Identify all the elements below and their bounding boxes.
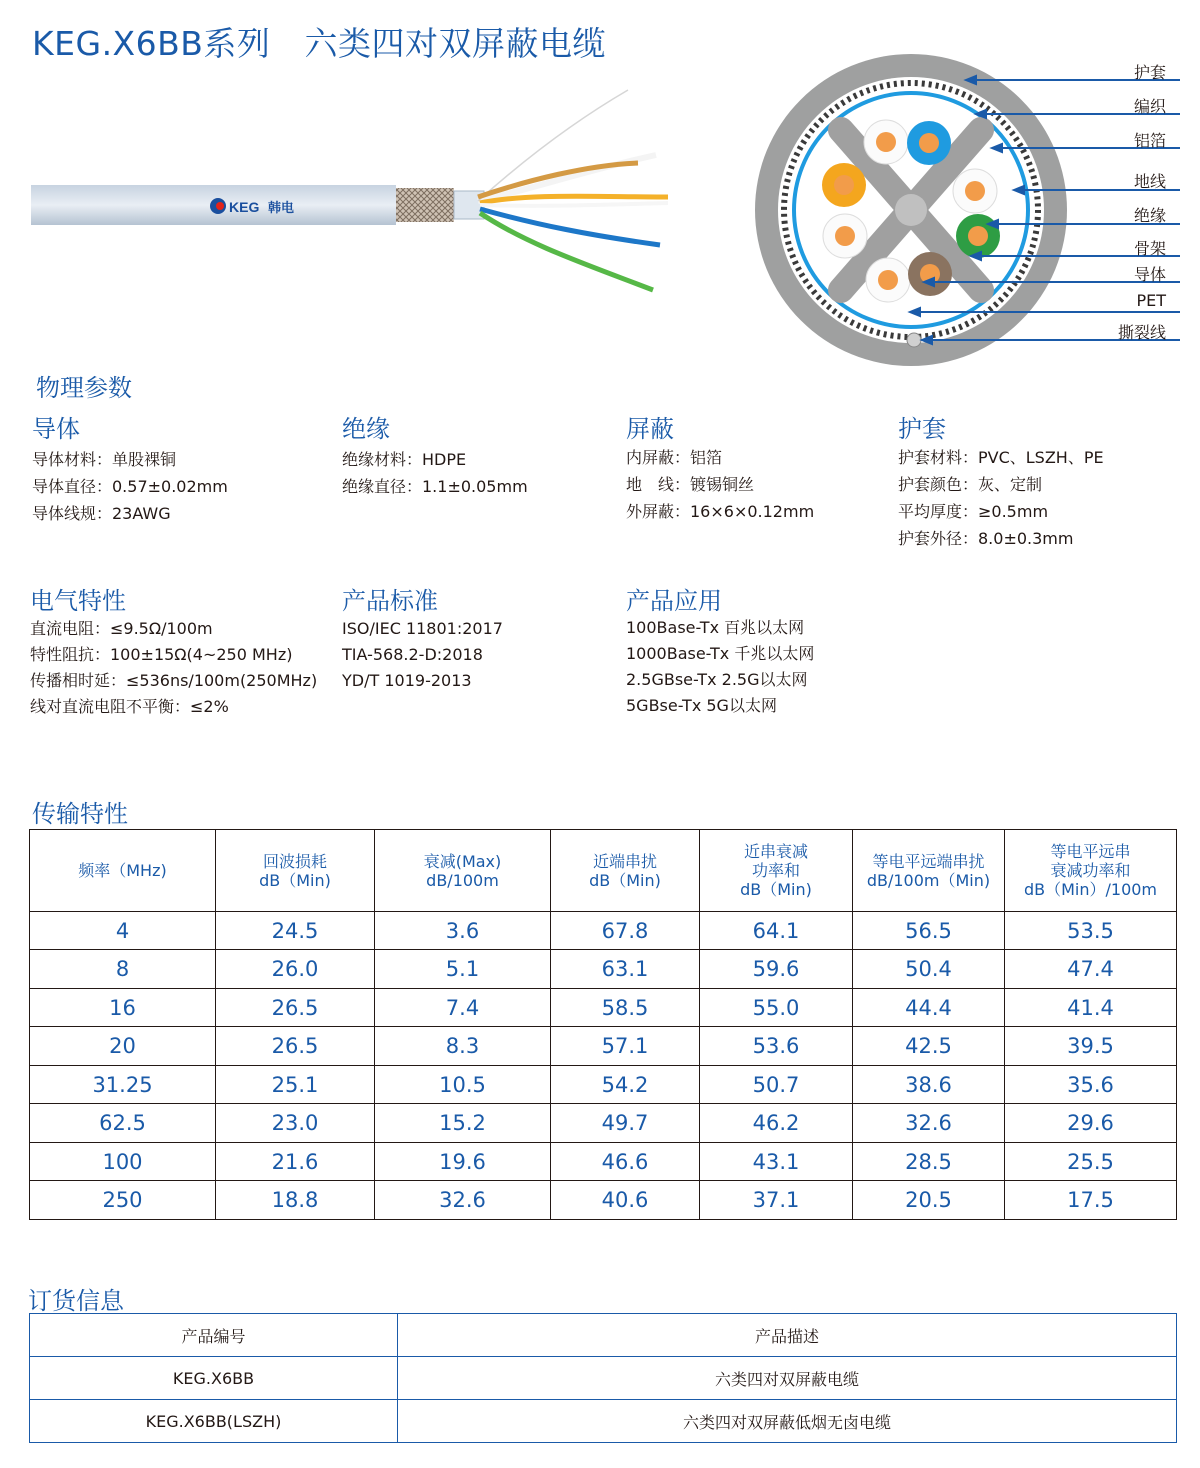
table-row xyxy=(30,950,1177,989)
table-cell: 20.5 xyxy=(853,1181,1005,1220)
ordering-table xyxy=(29,1313,1177,1443)
spec-line: 绝缘直径：1.1±0.05mm xyxy=(342,477,528,496)
table-row xyxy=(30,1027,1177,1066)
table-cell: 8.3 xyxy=(375,1027,551,1066)
application-item: 100Base-Tx 百兆以太网 xyxy=(626,618,805,637)
table-cell: 24.5 xyxy=(216,912,375,950)
column-header xyxy=(1005,830,1177,912)
table-cell: 38.6 xyxy=(853,1066,1005,1104)
transmission-body xyxy=(30,912,1177,1220)
spec-line: 地 线：镀锡铜丝 xyxy=(626,475,755,494)
conductor-title: 导体 xyxy=(32,415,80,443)
jacket-title: 护套 xyxy=(898,415,946,443)
ordering-column-header: 产品编号 xyxy=(30,1314,398,1357)
table-cell: 57.1 xyxy=(551,1027,700,1066)
ordering-column-header: 产品描述 xyxy=(398,1314,1177,1357)
spec-line: 导体线规：23AWG xyxy=(32,504,171,523)
spec-line: 护套颜色：灰、定制 xyxy=(898,475,1043,494)
table-cell: 28.5 xyxy=(853,1143,1005,1181)
table-cell: 55.0 xyxy=(700,989,853,1027)
ordering-heading: 订货信息 xyxy=(28,1287,124,1315)
label-conductor: 导体 xyxy=(1133,265,1166,284)
cable-braid xyxy=(396,188,454,222)
spec-line: 护套材料：PVC、LSZH、PE xyxy=(898,448,1104,467)
column-header-line: 回波损耗 xyxy=(262,851,327,871)
header-row xyxy=(30,830,1177,912)
column-header-line: dB（Min) xyxy=(589,870,661,890)
page-title xyxy=(32,18,606,65)
label-foil: 铝箔 xyxy=(1133,131,1166,150)
column-header-line: 近串衰减 xyxy=(743,842,808,861)
ordering-cell: 六类四对双屏蔽低烟无卤电缆 xyxy=(398,1400,1177,1443)
series-name: KEG.X6BB系列 xyxy=(32,24,271,63)
shield-specs xyxy=(626,444,814,525)
table-cell: 31.25 xyxy=(30,1066,216,1104)
table-row xyxy=(30,1104,1177,1143)
column-header xyxy=(700,830,853,912)
insulation-specs xyxy=(342,446,528,500)
spec-line: 线对直流电阻不平衡：≤2% xyxy=(30,697,229,716)
table-cell: 58.5 xyxy=(551,989,700,1027)
table-cell: 49.7 xyxy=(551,1104,700,1143)
column-header xyxy=(30,830,216,912)
insulation-title: 绝缘 xyxy=(342,415,390,443)
spec-line: 护套外径：8.0±0.3mm xyxy=(898,529,1074,548)
table-cell: 44.4 xyxy=(853,989,1005,1027)
column-header-line: 等电平远端串扰 xyxy=(872,851,985,871)
column-header xyxy=(551,830,700,912)
table-row xyxy=(30,1181,1177,1220)
table-cell: 46.2 xyxy=(700,1104,853,1143)
table-cell: 23.0 xyxy=(216,1104,375,1143)
transmission-heading: 传输特性 xyxy=(32,800,128,828)
ordering-cell: KEG.X6BB xyxy=(30,1357,398,1400)
standard-item: ISO/IEC 11801:2017 xyxy=(342,619,503,638)
application-item: 2.5GBse-Tx 2.5G以太网 xyxy=(626,670,808,689)
column-header-line: 频率（MHz) xyxy=(78,861,167,880)
column-header-line: dB/100m（Min) xyxy=(866,870,991,890)
table-cell: 10.5 xyxy=(375,1066,551,1104)
table-cell: 41.4 xyxy=(1005,989,1177,1027)
series-subtitle: 六类四对双屏蔽电缆 xyxy=(304,24,606,63)
table-cell: 21.6 xyxy=(216,1143,375,1181)
table-cell: 3.6 xyxy=(375,912,551,950)
shield-title: 屏蔽 xyxy=(626,415,674,443)
column-header xyxy=(216,830,375,912)
pair-green xyxy=(480,213,653,290)
table-cell: 42.5 xyxy=(853,1027,1005,1066)
table-cell: 250 xyxy=(30,1181,216,1220)
label-separator: 骨架 xyxy=(1133,239,1166,258)
table-cell: 26.5 xyxy=(216,989,375,1027)
electrical-specs xyxy=(30,616,317,720)
spec-line: 绝缘材料：HDPE xyxy=(342,450,467,469)
table-cell: 18.8 xyxy=(216,1181,375,1220)
column-header-line: dB（Min) xyxy=(259,870,331,890)
ordering-body xyxy=(30,1314,1177,1443)
table-row xyxy=(30,912,1177,950)
spec-line: 传播相时延：≤536ns/100m(250MHz) xyxy=(30,671,318,690)
spec-line: 导体材料：单股裸铜 xyxy=(32,450,177,469)
table-cell: 50.7 xyxy=(700,1066,853,1104)
table-cell: 29.6 xyxy=(1005,1104,1177,1143)
column-header-line: 等电平远串 xyxy=(1050,842,1131,861)
column-header xyxy=(853,830,1005,912)
brand-cn: 韩电 xyxy=(268,201,295,216)
spec-line: 导体直径：0.57±0.02mm xyxy=(32,477,228,496)
table-cell: 100 xyxy=(30,1143,216,1181)
transmission-table xyxy=(29,829,1177,1220)
column-header-line: 功率和 xyxy=(751,861,800,880)
table-cell: 64.1 xyxy=(700,912,853,950)
column-header-line: 衰减(Max) xyxy=(423,851,502,871)
ordering-cell: 六类四对双屏蔽电缆 xyxy=(398,1357,1177,1400)
column-header-line: 衰减功率和 xyxy=(1050,861,1131,880)
table-cell: 5.1 xyxy=(375,950,551,989)
standards-list xyxy=(342,616,503,694)
column-header-line: dB（Min) xyxy=(740,880,812,899)
label-ripcord: 撕裂线 xyxy=(1117,323,1166,342)
spec-line: 内屏蔽：铝箔 xyxy=(626,448,723,467)
table-cell: 20 xyxy=(30,1027,216,1066)
standards-title: 产品标准 xyxy=(342,587,438,615)
jacket-specs xyxy=(898,444,1104,552)
column-header xyxy=(375,830,551,912)
table-cell: 63.1 xyxy=(551,950,700,989)
table-cell: 32.6 xyxy=(853,1104,1005,1143)
label-insulation: 绝缘 xyxy=(1133,206,1166,225)
applications-list xyxy=(626,615,814,719)
table-cell: 15.2 xyxy=(375,1104,551,1143)
table-cell: 26.0 xyxy=(216,950,375,989)
table-cell: 32.6 xyxy=(375,1181,551,1220)
table-cell: 16 xyxy=(30,989,216,1027)
table-cell: 17.5 xyxy=(1005,1181,1177,1220)
table-cell: 39.5 xyxy=(1005,1027,1177,1066)
label-drain-wire: 地线 xyxy=(1133,172,1166,191)
column-header-line: dB/100m xyxy=(426,870,499,890)
standard-item: TIA-568.2-D:2018 xyxy=(342,645,483,664)
table-cell: 46.6 xyxy=(551,1143,700,1181)
electrical-title: 电气特性 xyxy=(30,587,126,615)
label-jacket: 护套 xyxy=(1133,63,1166,82)
ordering-cell: KEG.X6BB(LSZH) xyxy=(30,1400,398,1443)
physical-heading: 物理参数 xyxy=(36,374,132,402)
cable-image xyxy=(28,85,668,310)
spec-line: 直流电阻：≤9.5Ω/100m xyxy=(30,619,213,638)
table-cell: 67.8 xyxy=(551,912,700,950)
spec-line: 特性阻抗：100±15Ω(4~250 MHz) xyxy=(30,645,293,664)
table-cell: 59.6 xyxy=(700,950,853,989)
table-cell: 47.4 xyxy=(1005,950,1177,989)
standard-item: YD/T 1019-2013 xyxy=(342,671,472,690)
table-cell: 50.4 xyxy=(853,950,1005,989)
ordering-row xyxy=(30,1357,1177,1400)
table-row xyxy=(30,1066,1177,1104)
ordering-row xyxy=(30,1400,1177,1443)
label-braid: 编织 xyxy=(1133,97,1166,116)
brand-logo: KEG xyxy=(229,199,260,215)
table-cell: 56.5 xyxy=(853,912,1005,950)
table-cell: 19.6 xyxy=(375,1143,551,1181)
table-cell: 54.2 xyxy=(551,1066,700,1104)
table-cell: 53.6 xyxy=(700,1027,853,1066)
applications-title: 产品应用 xyxy=(626,587,722,615)
table-cell: 26.5 xyxy=(216,1027,375,1066)
column-header-line: 近端串扰 xyxy=(592,851,657,871)
table-cell: 40.6 xyxy=(551,1181,700,1220)
application-item: 5GBse-Tx 5G以太网 xyxy=(626,696,777,715)
spec-line: 平均厚度：≥0.5mm xyxy=(898,502,1049,521)
table-cell: 8 xyxy=(30,950,216,989)
table-cell: 35.6 xyxy=(1005,1066,1177,1104)
ordering-header-row xyxy=(30,1314,1177,1357)
table-cell: 53.5 xyxy=(1005,912,1177,950)
spec-line: 外屏蔽：16×6×0.12mm xyxy=(626,502,815,521)
conductor-specs xyxy=(32,446,228,527)
label-pet: PET xyxy=(1136,291,1166,310)
column-header-line: dB（Min）/100m xyxy=(1023,880,1158,899)
table-cell: 25.5 xyxy=(1005,1143,1177,1181)
table-row xyxy=(30,1143,1177,1181)
table-cell: 43.1 xyxy=(700,1143,853,1181)
table-cell: 4 xyxy=(30,912,216,950)
table-cell: 62.5 xyxy=(30,1104,216,1143)
table-row xyxy=(30,989,1177,1027)
application-item: 1000Base-Tx 千兆以太网 xyxy=(626,644,815,663)
table-cell: 37.1 xyxy=(700,1181,853,1220)
transmission-header xyxy=(30,830,1177,912)
table-cell: 7.4 xyxy=(375,989,551,1027)
table-cell: 25.1 xyxy=(216,1066,375,1104)
